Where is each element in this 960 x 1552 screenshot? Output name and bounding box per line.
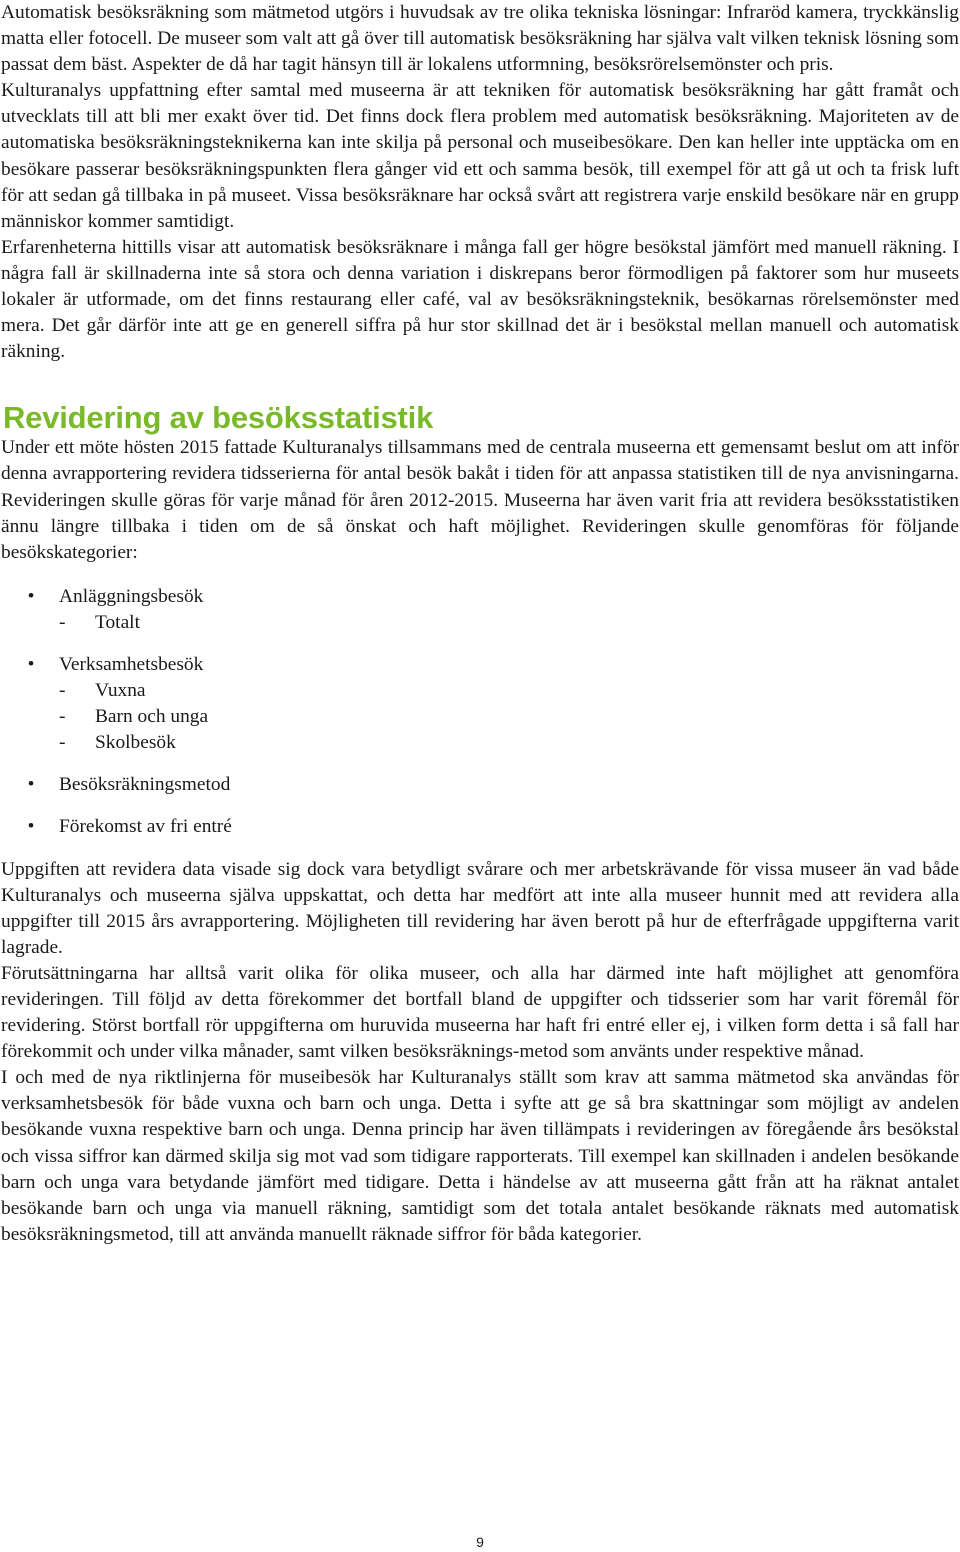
sub-category-label: Skolbesök bbox=[95, 732, 176, 754]
sub-list-item bbox=[59, 678, 959, 704]
sub-category-list bbox=[59, 678, 959, 756]
paragraph-technology-problems: Kulturanalys uppfattning efter samtal med museerna är att tekniken för automatisk besöksräkning har gått framåt och utvecklats till att bli mer exakt över tid. Det finns dock flera problem med automatisk besöksräkning. Majoriteten av de automatiska besöksräkningsteknikerna kan inte skilja på personal och museibesökare. Den kan heller inte upptäcka om en besökare passerar besöksräkningspunkten flera gånger vid ett och samma besök, till exempel för att gå ut och ta frisk luft för att sedan gå tillbaka in på museet. Vissa besöksräknare har också svårt att registrera varje enskild besökare när en grupp människor kommer samtidigt. bbox=[1, 80, 959, 232]
sub-list-item bbox=[59, 704, 959, 730]
dash-marker: - bbox=[59, 611, 66, 633]
dash-marker: - bbox=[59, 732, 66, 754]
section-heading: Revidering av besöksstatistik bbox=[3, 400, 434, 436]
sub-category-label: Barn och unga bbox=[95, 706, 209, 728]
dash-marker: - bbox=[59, 680, 66, 702]
list-item-category bbox=[1, 772, 959, 798]
bullet-icon: • bbox=[27, 816, 35, 838]
bullet-icon: • bbox=[27, 774, 35, 796]
section-intro-paragraph: Under ett möte hösten 2015 fattade Kulturanalys tillsammans med de centrala museerna ett gemensamt beslut om att inför denna avrapportering revidera tidsserierna för antal besök bakåt i tiden för att anpassa statistiken till de nya anvisningarna. Revideringen skulle göras för varje månad för åren 2012-2015. Museerna har även varit fria att revidera besöksstatistiken ännu längre tillbaka i tiden om de så önskat och haft möjlighet. Revideringen skulle genomföras för följande besökskategorier: bbox=[1, 437, 959, 563]
category-label: Anläggningsbesök bbox=[59, 585, 204, 607]
paragraph-experience: Erfarenheterna hittills visar att automatisk besöksräknare i många fall ger högre besökstal jämfört med manuell räkning. I några fall är skillnaderna inte så stora och denna variation i diskrepans beror förmodligen på faktorer som hur museets lokaler är utformade, om det finns restaurang eller café, val av besöksräkningsteknik, besökarnas rörelsemönster med mera. Det går därför inte att ge en generell siffra på hur stor skillnad det är i besökstal mellan manuell och automatisk räkning. bbox=[1, 236, 959, 363]
list-item-category bbox=[1, 652, 959, 756]
sub-list-item bbox=[59, 730, 959, 756]
paragraph-revision-difficulty: Uppgiften att revidera data visade sig dock vara betydligt svårare och mer arbetskrävande för vissa museer än vad både Kulturanalys och museerna själva uppskattat, och detta har medfört att inte alla museer hunnit med att revidera alla uppgifter till 2015 års avrapportering. Möjligheten till revidering har även berott på hur de efterfrågade uppgifterna varit lagrade. bbox=[1, 858, 959, 958]
category-label: Förekomst av fri entré bbox=[59, 816, 232, 838]
page-number: 9 bbox=[476, 1534, 484, 1550]
bullet-icon: • bbox=[27, 653, 35, 675]
sub-category-list bbox=[59, 610, 959, 636]
sub-list-item bbox=[59, 610, 959, 636]
dash-marker: - bbox=[59, 706, 66, 728]
category-label: Besöksräkningsmetod bbox=[59, 774, 231, 796]
list-item-category bbox=[1, 584, 959, 636]
visitor-category-list bbox=[1, 584, 959, 841]
paragraph-new-guidelines: I och med de nya riktlinjerna för museibesök har Kulturanalys ställt som krav att samma mätmetod ska användas för verksamhetsbesök för både vuxna och barn och unga. Detta i syfte att ge så bra skattningar som möjligt av andelen besökande vuxna respektive barn och unga. Denna princip har även tillämpats i revideringen av föregående års besökstal och vissa siffror kan därmed skilja sig mot vad som tidigare rapporterats. Till exempel kan skillnaden i andelen besökande barn och unga vara betydande jämfört med tidigare. Detta i händelse av att museerna gått från att ha räknat antalet besökande barn och unga via manuell räkning, samtidigt som det totala antalet besökande räknats med automatisk besöksräkningsmetod, till att använda manuellt räknade siffror för båda kategorier. bbox=[1, 1067, 959, 1245]
category-label: Verksamhetsbesök bbox=[59, 653, 204, 675]
paragraph-revision-conditions: Förutsättningarna har alltså varit olika för olika museer, och alla har därmed inte haft möjlighet att genomföra revideringen. Till följd av detta förekommer det bortfall bland de uppgifter och tidsserier som har varit föremål för revidering. Störst bortfall rör uppgifterna om huruvida museerna har haft fri entré eller ej, i vilken form detta i så fall har förekommit och under vilka månader, samt vilken besöksräknings-metod som använts under respektive månad. bbox=[1, 962, 959, 1063]
sub-category-label: Totalt bbox=[95, 611, 140, 633]
bullet-icon: • bbox=[27, 585, 35, 607]
list-item-category bbox=[1, 814, 959, 840]
sub-category-label: Vuxna bbox=[95, 680, 146, 702]
paragraph-measurement-methods: Automatisk besöksräkning som mätmetod utgörs i huvudsak av tre olika tekniska lösningar: Infraröd kamera, tryckkänslig matta eller fotocell. De museer som valt att gå över till automatisk besöksräkning har själva valt vilken teknisk lösning som passat dem bäst. Aspekter de då har tagit hänsyn till är lokalens utformning, besöksrörelsemönster och pris. bbox=[1, 2, 959, 76]
